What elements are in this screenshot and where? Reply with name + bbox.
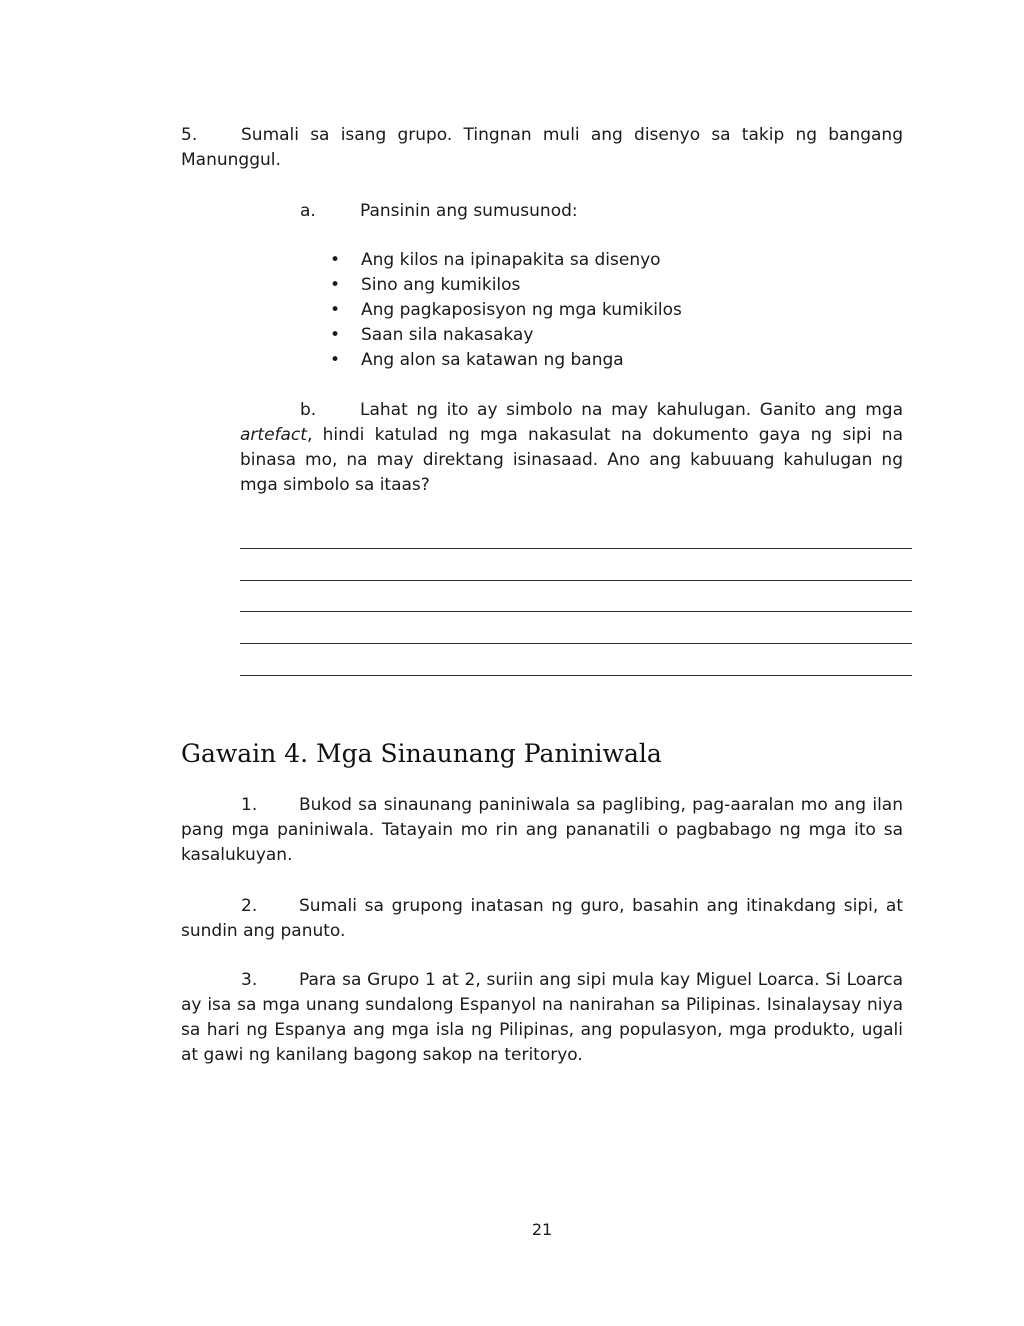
bullet-icon: •: [330, 350, 341, 370]
section-heading: Gawain 4. Mga Sinaunang Paniniwala: [181, 739, 662, 768]
item-5b-text-before: Lahat ng ito ay simbolo na may kahulugan. Ganito ang mga: [360, 400, 903, 420]
item-5a-text: Pansinin ang sumusunod:: [360, 201, 578, 221]
answer-line[interactable]: [240, 580, 912, 581]
page-number: 21: [531, 1220, 553, 1239]
answer-line[interactable]: [240, 611, 912, 612]
bullet-text: Ang kilos na ipinapakita sa disenyo: [361, 250, 661, 270]
item-5b-label: b.: [300, 400, 317, 420]
answer-line[interactable]: [240, 675, 912, 676]
item-5b-italic-term: artefact: [240, 425, 307, 445]
bullet-text: Sino ang kumikilos: [361, 275, 521, 295]
bullet-text: Ang alon sa katawan ng banga: [361, 350, 624, 370]
gawain-item-3-number: 3.: [241, 970, 258, 990]
gawain-item-3: [181, 968, 903, 1068]
bullet-text: Ang pagkaposisyon ng mga kumikilos: [361, 300, 682, 320]
item-5-number: 5.: [181, 125, 198, 145]
item-5a-label: a.: [300, 201, 316, 221]
item-5-paragraph: [181, 123, 903, 173]
list-item: [330, 298, 682, 323]
bullet-icon: •: [330, 325, 341, 345]
list-item: [330, 323, 682, 348]
bullet-icon: •: [330, 275, 341, 295]
item-5a: [300, 199, 578, 224]
gawain-item-1-text: Bukod sa sinaunang paniniwala sa paglibing, pag-aaralan mo ang ilan pang mga paniniwala. Tatayain mo rin ang pananatili o pagbabago ng mga ito sa kasalukuyan.: [181, 795, 903, 865]
gawain-item-1-number: 1.: [241, 795, 258, 815]
list-item: [330, 348, 682, 373]
bullet-text: Saan sila nakasakay: [361, 325, 534, 345]
item-5b-text-after: , hindi katulad ng mga nakasulat na dokumento gaya ng sipi na binasa mo, na may direktang isinasaad. Ano ang kabuuang kahulugan ng mga simbolo sa itaas?: [240, 425, 903, 495]
bullet-icon: •: [330, 250, 341, 270]
item-5b-paragraph: [240, 398, 903, 498]
gawain-item-1: [181, 793, 903, 868]
item-5-text: Sumali sa isang grupo. Tingnan muli ang disenyo sa takip ng bangang Manunggul.: [181, 125, 903, 170]
gawain-item-3-text: Para sa Grupo 1 at 2, suriin ang sipi mula kay Miguel Loarca. Si Loarca ay isa sa mga unang sundalong Espanyol na nanirahan sa Pilipinas. Isinalaysay niya sa hari ng Espanya ang mga isla ng Pilipinas, ang populasyon, mga produkto, ugali at gawi ng kanilang bagong sakop na teritoryo.: [181, 970, 903, 1065]
answer-line[interactable]: [240, 643, 912, 644]
gawain-item-2-number: 2.: [241, 896, 258, 916]
gawain-item-2: [181, 894, 903, 944]
gawain-item-2-text: Sumali sa grupong inatasan ng guro, basahin ang itinakdang sipi, at sundin ang panuto.: [181, 896, 903, 941]
list-item: [330, 273, 682, 298]
answer-line[interactable]: [240, 548, 912, 549]
bullet-icon: •: [330, 300, 341, 320]
list-item: [330, 248, 682, 273]
observation-bullet-list: [330, 248, 682, 373]
